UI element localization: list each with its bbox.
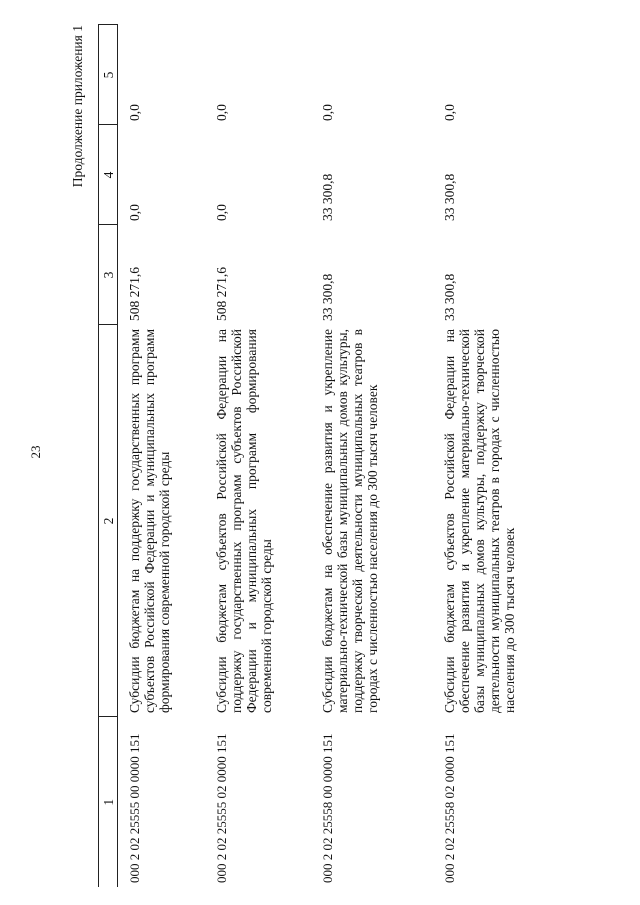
budget-table bbox=[98, 25, 555, 888]
budget-code: 000 2 02 25558 02 0000 151 bbox=[441, 733, 457, 883]
column-number: 4 bbox=[99, 125, 118, 225]
column-number: 3 bbox=[99, 225, 118, 325]
amount-col5: 0,0 bbox=[441, 104, 457, 121]
amount-col4: 33 300,8 bbox=[319, 173, 335, 221]
budget-code: 000 2 02 25558 00 0000 151 bbox=[319, 733, 335, 883]
amount-col4: 0,0 bbox=[213, 204, 229, 221]
page-number: 23 bbox=[28, 445, 43, 459]
amount-col4: 33 300,8 bbox=[441, 173, 457, 221]
amount-col3: 508 271,6 bbox=[127, 267, 142, 321]
amount-col3: 33 300,8 bbox=[319, 273, 335, 321]
table-row bbox=[433, 25, 555, 887]
column-number: 5 bbox=[99, 25, 118, 125]
amount-col5: 0,0 bbox=[127, 104, 142, 121]
amount-col3: 508 271,6 bbox=[213, 267, 229, 321]
amount-col3: 33 300,8 bbox=[441, 273, 457, 321]
continuation-label: Продолжение приложения 1 bbox=[70, 25, 85, 188]
budget-code: 000 2 02 25555 00 0000 151 bbox=[127, 733, 142, 883]
table-row bbox=[205, 25, 311, 887]
revenue-name: Субсидии бюджетам на поддержку государственных программ субъектов Российской Федерации и муниципальных программ формирования современной городской среды bbox=[127, 329, 172, 713]
column-number-row bbox=[99, 25, 118, 887]
revenue-name: Субсидии бюджетам на обеспечение развития и укрепление материально-технической базы муниципальных домов культуры, поддержку творческой деятельности муниципальных театров в городах с численностью населения до 300 тысяч человек bbox=[319, 329, 380, 713]
amount-col4: 0,0 bbox=[127, 204, 142, 221]
revenue-name: Субсидии бюджетам субъектов Российской Федерации на поддержку государственных программ субъектов Российской Федерации и муниципальных программ формирования современной городской среды bbox=[213, 329, 274, 713]
table-row bbox=[118, 25, 205, 887]
amount-col5: 0,0 bbox=[213, 104, 229, 121]
table-row bbox=[311, 25, 433, 887]
amount-col5: 0,0 bbox=[319, 104, 335, 121]
revenue-name: Субсидии бюджетам субъектов Российской Федерации на обеспечение развития и укрепление материально-технической базы муниципальных домов культуры, поддержку творческой деятельности муниципальных театров в городах с численностью населения до 300 тысяч человек bbox=[441, 329, 517, 713]
budget-code: 000 2 02 25555 02 0000 151 bbox=[213, 733, 229, 883]
column-number: 2 bbox=[99, 325, 118, 717]
column-number: 1 bbox=[99, 717, 118, 887]
